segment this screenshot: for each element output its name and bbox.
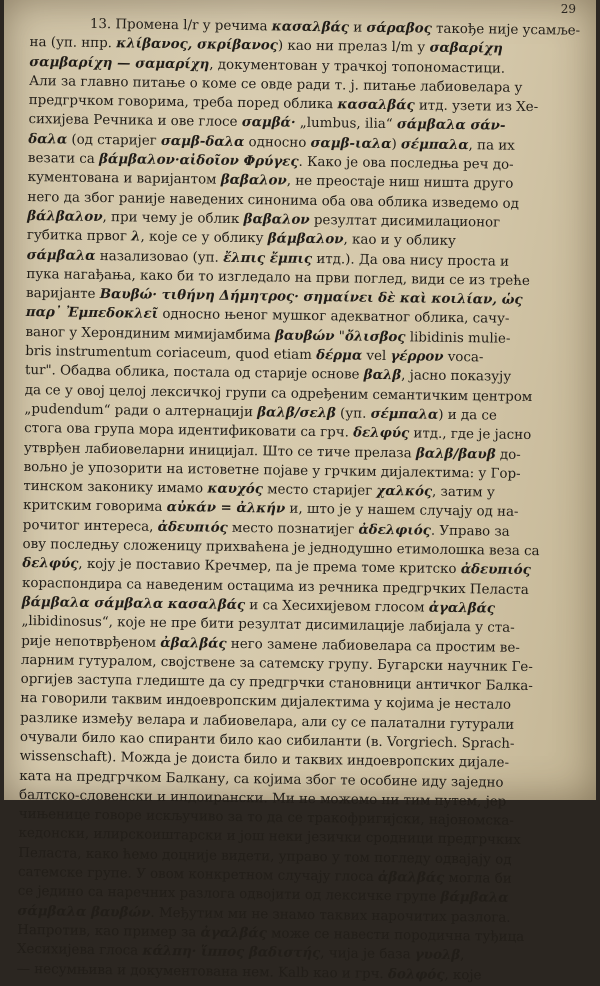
greek-term: σάμβαλα σάν- xyxy=(396,116,506,135)
text-run: да се у овој целој лексичкој групи са одређеним семантичким центром xyxy=(24,382,533,405)
text-run: кументована и варијантом xyxy=(27,170,221,189)
text-run: може се навести породична туђица xyxy=(266,926,525,945)
greek-term: ἀδευπιός xyxy=(460,561,531,579)
text-run: варијанте xyxy=(25,286,100,303)
text-run: wissenschaft). Можда је доиста било и таквих индоевропских дијале- xyxy=(19,749,510,772)
greek-term: ἀβαλβάς xyxy=(377,869,445,886)
text-run: , затим у xyxy=(431,484,495,501)
greek-term: σέμπαλα xyxy=(400,135,469,153)
text-run: сихијева Речника и ове глосе xyxy=(28,112,242,131)
greek-term: ἀβαλβάς xyxy=(160,634,227,652)
text-run: рије непотврђеном xyxy=(21,633,161,651)
text-run: рочитог интереса, xyxy=(22,517,158,535)
text-run: ларним гутуралом, својствене за сатемску групу. Бугарски научник Ге- xyxy=(20,652,533,675)
greek-term: σαβαρίχη xyxy=(429,39,503,57)
text-run: ) и да се xyxy=(438,407,497,424)
greek-term: βαλβ/βαυβ xyxy=(415,444,496,463)
text-run: ову последњу сложеницу прихваћена је једнодушно етимолошка веза са xyxy=(22,536,540,560)
text-run: до- xyxy=(495,447,521,463)
text-run: Пеласта, како ћемо доцније видети, управо у том погледу одвајају од xyxy=(18,845,512,868)
text-run: место познатијег xyxy=(227,520,359,538)
greek-term: καυχός xyxy=(207,480,264,498)
text-run: губитка првог xyxy=(26,228,132,245)
text-run: Напротив, као пример за xyxy=(17,922,201,941)
text-run: очували било као спиранти било као сибиланти (в. Vorgriech. Sprach- xyxy=(19,729,515,752)
greek-term: γέρρον xyxy=(390,348,444,365)
text-run: (од старијег xyxy=(67,132,162,149)
greek-term: χαλκός xyxy=(376,483,433,500)
greek-term: βαβαλον xyxy=(243,210,310,228)
text-run: , које xyxy=(444,967,482,983)
text-run: оргијев заступа гледиште да су предгрчки становници античког Балка- xyxy=(20,672,533,695)
greek-term: σάμβαλα xyxy=(26,246,96,264)
greek-term: βάμβαλα xyxy=(440,889,509,907)
text-run: tur". Обадва облика, постала од старије основе xyxy=(24,363,364,384)
greek-term: βαβαλον xyxy=(220,172,287,189)
text-run: vel xyxy=(362,348,391,365)
text-run: балтско-словенски и индоирански. Ми не можемо ни тим путем, јер xyxy=(18,787,507,810)
text-run: него да због раније наведених синонима оба ова облика изведемо од xyxy=(27,189,519,212)
text-run: се једино са наречних разлога одвојити од лексичке групе xyxy=(17,884,441,906)
greek-term: κλίβανος, σκρίβανος xyxy=(116,35,279,54)
text-run: итд., где је јасно xyxy=(409,426,532,444)
text-run: сатемске групе. У овом конкретном случају глоса xyxy=(17,864,379,886)
text-run: такође није усамље- xyxy=(431,21,581,39)
text-run: " xyxy=(334,329,345,345)
text-run: (уп. xyxy=(335,406,371,422)
greek-term: λ xyxy=(131,228,141,245)
greek-term: σέμπαλα xyxy=(370,405,439,423)
greek-term: βάλβαλον xyxy=(27,207,103,226)
text-run: утврђен лабиовеларни иницијал. Што се тиче прелаза xyxy=(23,440,417,461)
greek-term: βάμβαλον xyxy=(267,230,344,248)
text-run: voca- xyxy=(443,349,484,366)
paragraph-13 xyxy=(17,14,582,986)
text-run: стога ова група мора идентификовати са грч. xyxy=(24,421,354,441)
text-run: , не преостаје ниш ништа друго xyxy=(286,173,514,193)
text-run: , јасно показују xyxy=(401,368,512,386)
text-run: , при чему је облик xyxy=(102,210,244,227)
greek-term: σαμβ-ιαλα xyxy=(310,134,392,152)
greek-term: σάραβος xyxy=(366,19,432,37)
greek-term: Βαυβώ· τιθήνη Δήμητρος· σημαίνει δὲ καὶ κοιλίαν, ὡς xyxy=(99,286,523,309)
greek-term: γυολβ xyxy=(414,946,461,964)
text-run: везати са xyxy=(27,151,100,168)
greek-term: δέρμα xyxy=(316,347,363,364)
text-run: односно њеног мушког адекватног облика, сачу- xyxy=(158,307,510,328)
text-run: ката на предгрчком Балкану, са којима због те особине иду заједно xyxy=(19,768,504,791)
text-run: чињенице говоре искључиво за то да се тракофригијски, најономска- xyxy=(18,807,514,830)
greek-term: βαλβ xyxy=(363,367,402,384)
page-number: 29 xyxy=(560,2,576,16)
text-run: и xyxy=(348,20,367,36)
text-run: место старијег xyxy=(262,482,377,500)
text-run: односно xyxy=(244,134,311,151)
text-run: . Међутим ми не знамо таквих нарочитих разлога. xyxy=(150,905,511,926)
greek-term: δολφός xyxy=(387,965,445,983)
text-run: критским говорима xyxy=(23,498,167,516)
text-run: , које се у облику xyxy=(140,229,268,247)
greek-term: ὄλισβος xyxy=(344,328,406,346)
text-run: вољно је упозорити на истоветне појаве у грчким дијалектима: у Гор- xyxy=(23,459,521,482)
text-run: Хесихијева глоса xyxy=(16,942,143,959)
text-run: , као и у облику xyxy=(343,232,456,250)
greek-term: κασαλβάς xyxy=(271,18,350,36)
text-run: итд. узети из Хе- xyxy=(414,98,539,116)
text-run: Али за главно питање о коме се овде ради т. ј. питање лабиовелара у xyxy=(28,73,523,96)
greek-term: ἀδευπιός xyxy=(157,518,228,536)
greek-term: δαλα xyxy=(28,130,68,148)
greek-term: ἀγαλβάς xyxy=(200,924,267,942)
text-run: ) xyxy=(391,136,402,152)
greek-term: ἔλπις ἔμπις xyxy=(223,249,313,267)
text-run: , документован у трачкој топономастици. xyxy=(209,57,506,77)
text-run: резултат дисимилационог xyxy=(309,212,501,231)
greek-term: βαυβών xyxy=(274,327,335,345)
greek-term: βάμβαλα σάμβαλα κασαλβάς xyxy=(21,593,246,613)
text-run: libidinis mulie- xyxy=(405,330,511,347)
text-run: и са Хесихијевом глосом xyxy=(245,597,429,616)
text-run: , xyxy=(460,948,465,964)
book-page xyxy=(4,0,596,983)
text-run: кораспондира са наведеним остацима из речника предгрчких Пеласта xyxy=(21,575,529,598)
greek-term: σαμβά· xyxy=(241,114,296,132)
text-run: разлике између велара и лабиовелара, али су се палатални гутурали xyxy=(20,710,515,733)
greek-term: ἀγαλβάς xyxy=(428,599,496,617)
text-run: 13. Промена l/r у речима xyxy=(89,16,272,35)
text-run: могла би xyxy=(444,870,512,887)
text-run: . Управо за xyxy=(430,523,510,540)
greek-term: σαμβ-δαλα xyxy=(160,132,245,150)
text-run: и, што је у нашем случају од на- xyxy=(285,502,519,521)
text-run: bris instrumentum coriaceum, quod etiam xyxy=(25,344,317,364)
greek-term: παρ᾽ Ἐμπεδοκλεῖ xyxy=(25,304,159,323)
text-run: „libidinosus“, које не пре бити резултат дисимилације лабијала у ста- xyxy=(21,614,515,637)
greek-term: δελφύς xyxy=(353,424,410,442)
greek-term: κασαλβάς xyxy=(337,96,415,114)
text-run: — несумњива и документована нем. Kalb као и грч. xyxy=(16,961,389,982)
text-run: него замене лабиовелара са простим ве- xyxy=(226,636,520,656)
greek-term: βάμβαλον·αἰδοῖον Φρύγες xyxy=(98,151,299,170)
text-run: ваног у Херондиним мимијамбима xyxy=(25,324,276,344)
text-run: на (уп. нпр. xyxy=(29,35,117,52)
greek-term: ἀδελφιός xyxy=(358,521,431,539)
text-run: кедонски, илирскоиштарски и још неки језички сродници предгрчких xyxy=(18,826,521,849)
text-run: пука нагађања, како би то изгледало на први поглед, види се из треће xyxy=(26,266,530,289)
text-run: на говорили таквим индоевропским дијалектима у којима је нестало xyxy=(20,691,512,714)
text-run: тинском законику имамо xyxy=(23,479,208,497)
text-run: предгрчком говорима, треба поред облика xyxy=(28,93,338,113)
text-run: , па их xyxy=(468,137,515,154)
greek-term: κάλπη· ἵππος βαδιστής xyxy=(142,942,321,962)
text-run: итд.). Да ова нису проста и xyxy=(312,251,510,270)
text-run: ) као ни прелаз l/m у xyxy=(277,38,430,56)
greek-term: δελφύς xyxy=(22,555,79,573)
text-run: . Како је ова последња реч до- xyxy=(298,154,514,173)
text-run: , чија је база xyxy=(320,946,415,963)
greek-term: αὐκάν = ἀλκήν xyxy=(166,499,286,518)
text-run: „lumbus, ilia“ xyxy=(295,116,397,133)
text-run: „pudendum“ ради о алтернацији xyxy=(24,401,258,421)
text-run: назализовао (уп. xyxy=(95,248,224,266)
text-run: , коју је поставио Кречмер, па је према томе критско xyxy=(78,557,461,578)
greek-term: σάμβαλα βαυβών xyxy=(17,902,151,921)
greek-term: σαμβαρίχη — σαμαρίχη xyxy=(29,53,210,73)
greek-term: βαλβ/σελβ xyxy=(257,404,336,422)
